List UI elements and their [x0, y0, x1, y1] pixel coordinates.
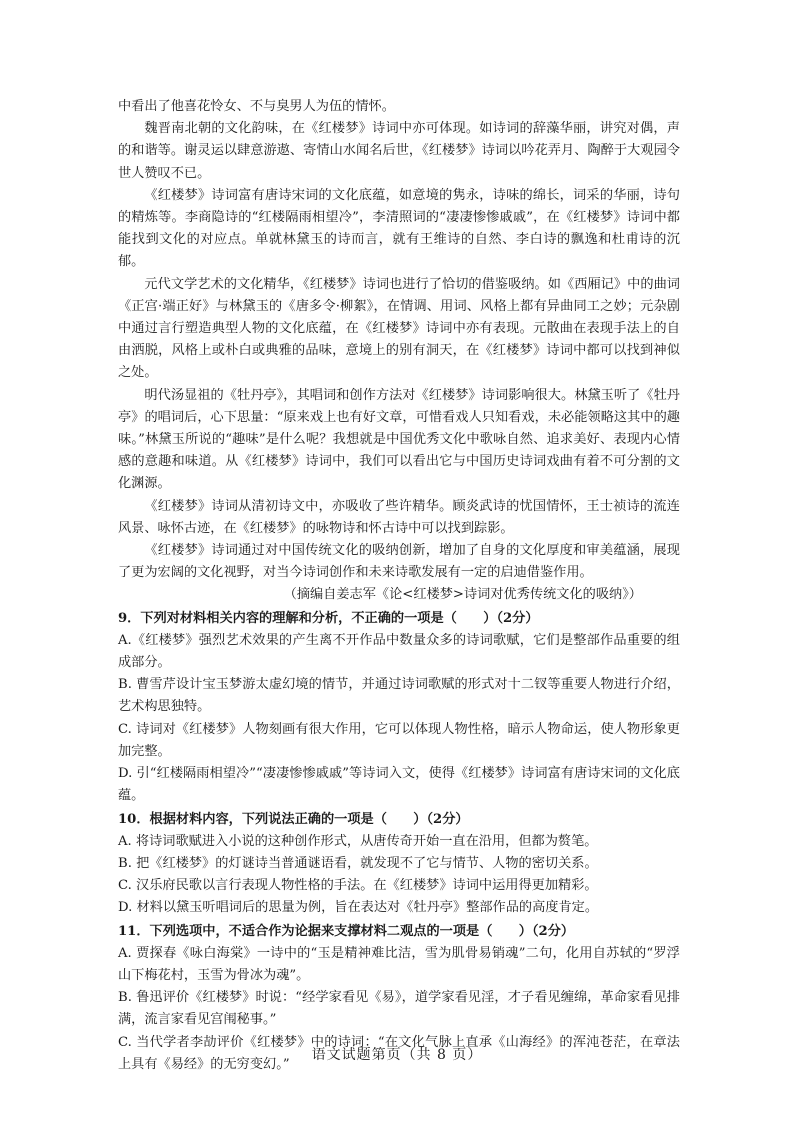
answer-option: A.《红楼梦》强烈艺术效果的产生离不开作品中数量众多的诗词歌赋，它们是整部作品重要的组成部分。 [118, 632, 680, 671]
passage-paragraph: 《红楼梦》诗词通过对中国传统文化的吸纳创新，增加了自身的文化厚度和审美蕴涵，展现了更为宏阔的文化视野，对当今诗词创作和未来诗歌发展有一定的启迪借鉴作用。 [118, 543, 680, 581]
question-stem: 9．下列对材料相关内容的理解和分析，不正确的一项是（ ）（2分） [118, 610, 539, 626]
question-9 [118, 608, 680, 808]
passage-paragraph: 《红楼梦》诗词富有唐诗宋词的文化底蕴，如意境的隽永，诗味的绵长，词采的华丽，诗句的精炼等。李商隐诗的“红楼隔雨相望冷”，李清照词的“凄凄惨惨戚戚”，在《红楼梦》诗词中都能找到文化的对应点。单就林黛玉的诗而言，就有王维诗的自然、李白诗的飘逸和杜甫诗的沉郁。 [118, 187, 680, 270]
answer-option: D. 引“红楼隔雨相望冷”“凄凄惨惨戚戚”等诗词入文，使得《红楼梦》诗词富有唐诗宋词的文化底蕴。 [118, 766, 680, 804]
answer-option: B. 曹雪芹设计宝玉梦游太虚幻境的情节，并通过诗词歌赋的形式对十二钗等重要人物进行介绍，艺术构思独特。 [118, 677, 680, 715]
answer-option: A. 贾探春《咏白海棠》一诗中的“玉是精神难比洁，雪为肌骨易销魂”二句，化用自苏轼的“罗浮山下梅花村，玉雪为骨冰为魂”。 [118, 945, 680, 983]
question-stem: 10．根据材料内容，下列说法正确的一项是（ ）（2分） [118, 811, 469, 827]
answer-option: C. 汉乐府民歌以言行表现人物性格的手法。在《红楼梦》诗词中运用得更加精彩。 [118, 878, 598, 894]
answer-option: D. 材料以黛玉听唱词后的思量为例，旨在表达对《牡丹亭》整部作品的高度肯定。 [118, 900, 599, 916]
answer-option: A. 将诗词歌赋进入小说的这种创作形式，从唐传奇开始一直在沿用，但都为赘笔。 [118, 833, 598, 849]
passage-paragraph: 元代文学艺术的文化精华，《红楼梦》诗词也进行了恰切的借鉴吸纳。如《西厢记》中的曲词《正宫·端正好》与林黛玉的《唐多令·柳絮》，在情调、用词、风格上都有异曲同工之妙；元杂剧中通过言行塑造典型人物的文化底蕴，在《红楼梦》诗词中亦有表现。元散曲在表现手法上的自由洒脱，风格上或朴白或典雅的品味，意境上的别有洞天，在《红楼梦》诗词中都可以找到神似之处。 [118, 276, 680, 381]
question-stem: 11．下列选项中，不适合作为论据来支撑材料二观点的一项是（ ）（2分） [118, 923, 575, 939]
answer-option: C. 当代学者李劼评价《红楼梦》中的诗词：“在文化气脉上直承《山海经》的浑沌苍茫，在章法上具有《易经》的无穷变幻。” [118, 1034, 680, 1072]
question-10 [118, 809, 680, 920]
passage-paragraph: 明代汤显祖的《牡丹亭》，其唱词和创作方法对《红楼梦》诗词影响很大。林黛玉听了《牡丹亭》的唱词后，心下思量：“原来戏上也有好文章，可惜看戏人只知看戏，未必能领略这其中的趣味。”林黛玉所说的“趣味”是什么呢？我想就是中国优秀文化中歌咏自然、追求美好、表现内心情感的意趣和味道。从《红楼梦》诗词中，我们可以看出它与中国历史诗词戏曲有着不可分割的文化渊源。 [118, 387, 680, 492]
answer-option: B. 把《红楼梦》的灯谜诗当普通谜语看，就发现不了它与情节、人物的密切关系。 [118, 855, 598, 871]
passage-paragraph: 魏晋南北朝的文化韵味，在《红楼梦》诗词中亦可体现。如诗词的辞藻华丽，讲究对偶，声的和谐等。谢灵运以肆意游遨、寄情山水闻名后世，《红楼梦》诗词以吟花弄月、陶醉于大观园令世人赞叹不已。 [118, 121, 680, 181]
passage-paragraph: 《红楼梦》诗词从清初诗文中，亦吸收了些许精华。顾炎武诗的忧国情怀，王士祯诗的流连风景、咏怀古迹，在《红楼梦》的咏物诗和怀古诗中可以找到踪影。 [118, 498, 680, 536]
page-content [118, 96, 680, 1076]
passage-paragraph: 中看出了他喜花怜女、不与臭男人为伍的情怀。 [118, 99, 395, 114]
answer-option: B. 鲁迅评价《红楼梦》时说：“经学家看见《易》，道学家看见淫，才子看见缠绵，革命家看见排满，流言家看见宫闱秘事。” [118, 990, 680, 1028]
source-citation: （摘编自姜志军《论<红楼梦>诗词对优秀传统文化的吸纳》） [283, 587, 642, 603]
page-footer: 语文试题第页（共 8 页） [311, 1047, 483, 1063]
answer-option: C. 诗词对《红楼梦》人物刻画有很大作用，它可以体现人物性格，暗示人物命运，使人物形象更加完整。 [118, 721, 680, 759]
